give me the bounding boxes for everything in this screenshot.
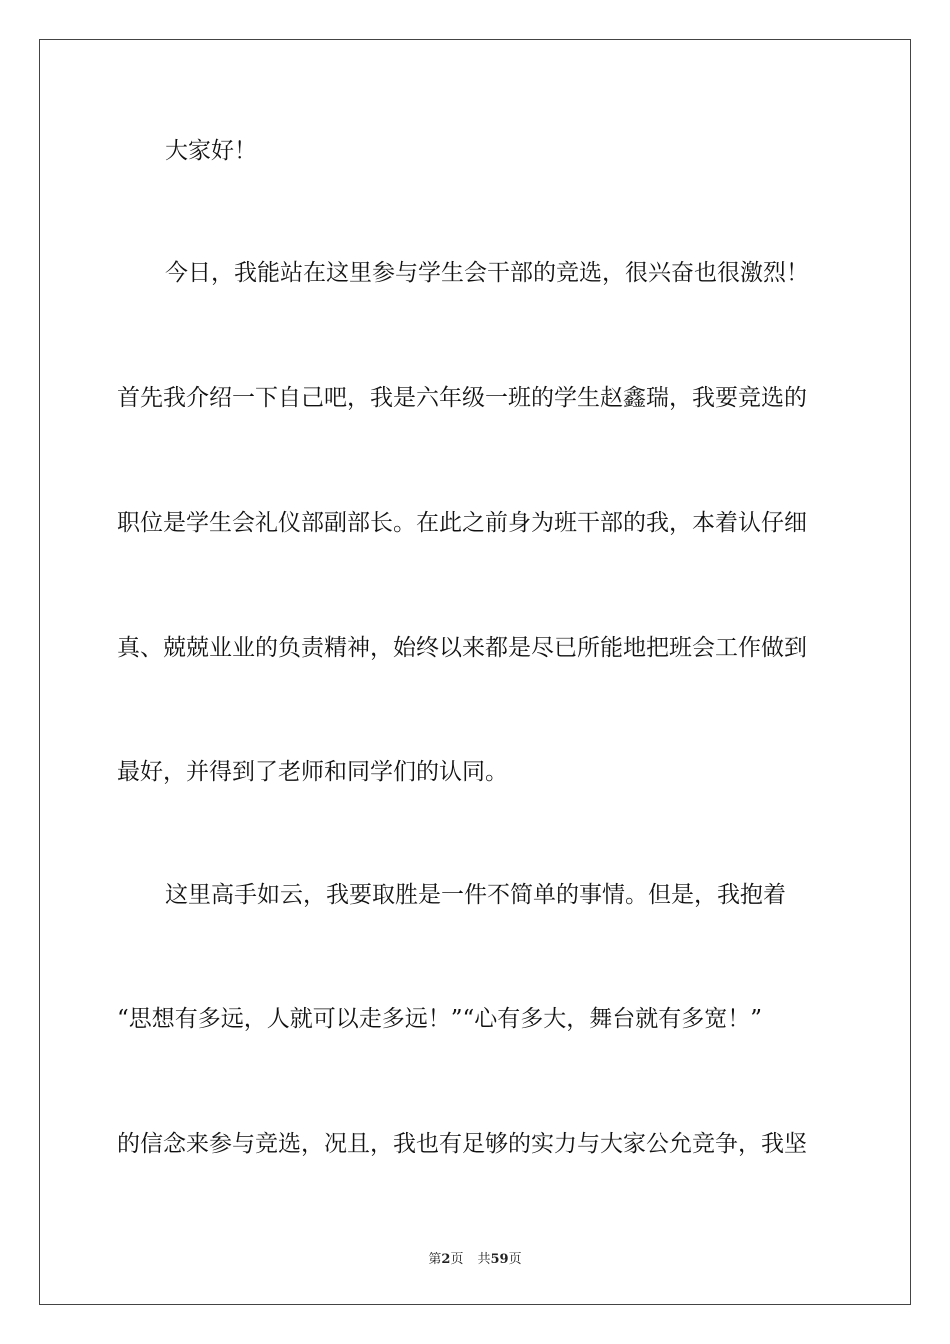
paragraph-line: 今日，我能站在这里参与学生会干部的竞选，很兴奋也很激烈！ <box>165 260 809 286</box>
page-label-prefix: 第 <box>428 1252 442 1267</box>
paragraph-line: 职位是学生会礼仪部副部长。在此之前身为班干部的我，本着认仔细 <box>117 510 807 536</box>
total-label-prefix: 共 <box>477 1252 491 1267</box>
paragraph-line: “思想有多远，人就可以走多远！”“心有多大，舞台就有多宽！” <box>117 1006 763 1032</box>
page-label-suffix: 页 <box>450 1252 464 1267</box>
total-label-suffix: 页 <box>508 1252 522 1267</box>
greeting-line: 大家好！ <box>165 138 257 164</box>
current-page-number: 2 <box>441 1252 451 1267</box>
paragraph-line: 真、兢兢业业的负责精神，始终以来都是尽已所能地把班会工作做到 <box>117 635 807 661</box>
page-footer <box>0 1248 950 1267</box>
paragraph-line: 的信念来参与竞选，况且，我也有足够的实力与大家公允竞争，我坚 <box>117 1131 807 1157</box>
paragraph-line: 首先我介绍一下自己吧，我是六年级一班的学生赵鑫瑞，我要竞选的 <box>117 385 807 411</box>
page-border <box>39 39 911 1305</box>
paragraph-line: 这里高手如云，我要取胜是一件不简单的事情。但是，我抱着 <box>165 882 786 908</box>
total-pages-number: 59 <box>490 1252 509 1267</box>
paragraph-line: 最好，并得到了老师和同学们的认同。 <box>117 759 508 785</box>
